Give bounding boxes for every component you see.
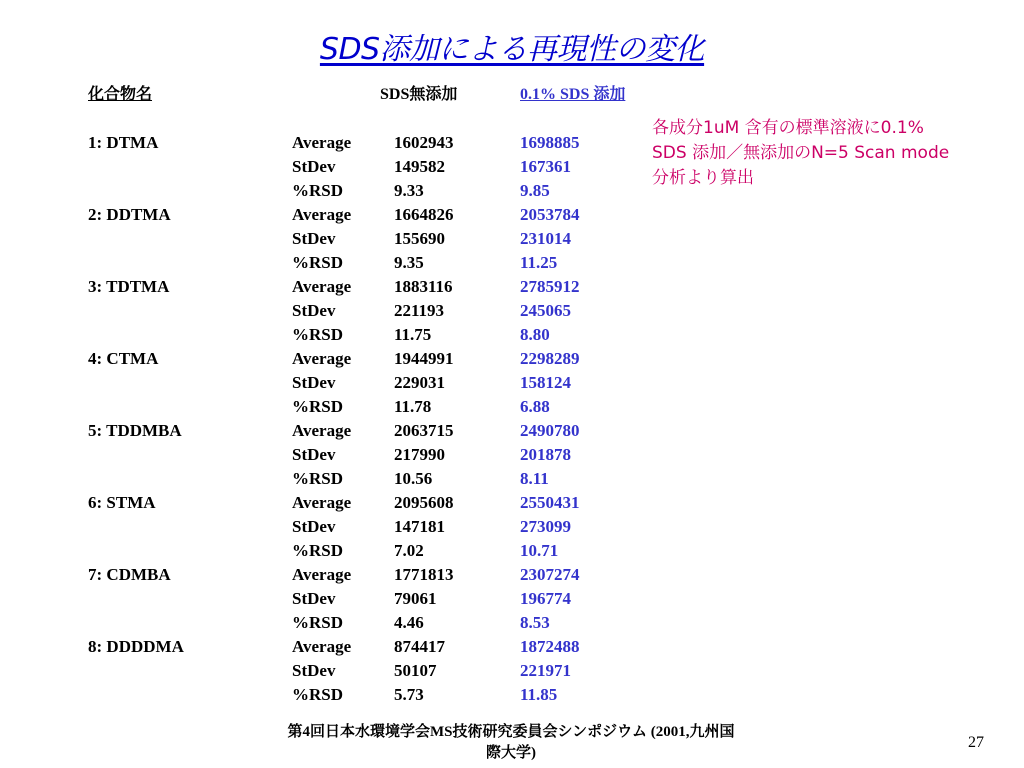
no-sds-value-cell: 79061 — [394, 589, 437, 608]
with-sds-value-cell: 6.88 — [520, 397, 550, 416]
statistic-cell: Average — [292, 349, 352, 368]
statistic-cell: %RSD — [292, 541, 344, 560]
header-no-sds: SDS無添加 — [380, 86, 458, 103]
table-row — [0, 324, 700, 348]
footer-line: 第4回日本水環境学会MS技術研究委員会シンポジウム (2001,九州国 — [287, 724, 735, 740]
table-row — [0, 564, 700, 588]
no-sds-value-cell: 2063715 — [394, 421, 454, 440]
with-sds-value-cell: 2298289 — [520, 349, 580, 368]
table-row — [0, 612, 700, 636]
compound-name-cell: 2: DDTMA — [88, 205, 171, 224]
statistic-cell: %RSD — [292, 325, 344, 344]
statistic-cell: StDev — [292, 589, 336, 608]
table-row — [0, 396, 700, 420]
with-sds-value-cell: 11.25 — [520, 253, 558, 272]
compound-name-cell: 4: CTMA — [88, 349, 159, 368]
statistic-cell: StDev — [292, 301, 336, 320]
no-sds-value-cell: 5.73 — [394, 685, 424, 704]
compound-name-cell: 8: DDDDMA — [88, 637, 184, 656]
no-sds-value-cell: 1883116 — [394, 277, 453, 296]
statistic-cell: %RSD — [292, 469, 344, 488]
header-compound-label: 化合物名 — [88, 86, 153, 103]
no-sds-value-cell: 7.02 — [394, 541, 424, 560]
table-row — [0, 156, 700, 180]
with-sds-value-cell: 9.85 — [520, 181, 550, 200]
with-sds-value-cell: 8.11 — [520, 469, 549, 488]
table-row — [0, 348, 700, 372]
no-sds-value-cell: 50107 — [394, 661, 437, 680]
with-sds-value-cell: 10.71 — [520, 541, 559, 560]
statistic-cell: StDev — [292, 373, 336, 392]
with-sds-value-cell: 221971 — [520, 661, 571, 680]
with-sds-value-cell: 201878 — [520, 445, 571, 464]
statistic-cell: %RSD — [292, 397, 344, 416]
data-table — [0, 132, 700, 708]
table-row — [0, 468, 700, 492]
compound-name-cell: 1: DTMA — [88, 133, 159, 152]
note-line: 各成分1uM 含有の標準溶液に0.1% — [652, 118, 924, 138]
table-row — [0, 636, 700, 660]
header-compound-name — [88, 84, 176, 106]
no-sds-value-cell: 1771813 — [394, 565, 454, 584]
with-sds-value-cell: 245065 — [520, 301, 571, 320]
no-sds-value-cell: 10.56 — [394, 469, 433, 488]
compound-name-cell: 5: TDDMBA — [88, 421, 182, 440]
with-sds-value-cell: 2307274 — [520, 565, 580, 584]
with-sds-value-cell: 231014 — [520, 229, 571, 248]
no-sds-value-cell: 9.35 — [394, 253, 424, 272]
no-sds-value-cell: 1944991 — [394, 349, 454, 368]
with-sds-value-cell: 273099 — [520, 517, 571, 536]
no-sds-value-cell: 11.78 — [394, 397, 432, 416]
statistic-cell: StDev — [292, 517, 336, 536]
table-row — [0, 492, 700, 516]
statistic-cell: Average — [292, 565, 352, 584]
table-row — [0, 372, 700, 396]
no-sds-value-cell: 229031 — [394, 373, 445, 392]
statistic-cell: Average — [292, 637, 352, 656]
statistic-cell: StDev — [292, 157, 336, 176]
table-row — [0, 132, 700, 156]
statistic-cell: StDev — [292, 229, 336, 248]
note-text — [652, 116, 1022, 191]
table-row — [0, 588, 700, 612]
with-sds-value-cell: 2785912 — [520, 277, 580, 296]
no-sds-value-cell: 1602943 — [394, 133, 454, 152]
no-sds-value-cell: 221193 — [394, 301, 445, 320]
compound-name-cell: 3: TDTMA — [88, 277, 170, 296]
table-row — [0, 660, 700, 684]
table-row — [0, 420, 700, 444]
header-with-sds: 0.1% SDS 添加 — [520, 86, 626, 103]
table-row — [0, 180, 700, 204]
no-sds-value-cell: 147181 — [394, 517, 445, 536]
with-sds-value-cell: 196774 — [520, 589, 571, 608]
no-sds-value-cell: 4.46 — [394, 613, 424, 632]
statistic-cell: StDev — [292, 445, 336, 464]
with-sds-value-cell: 2550431 — [520, 493, 580, 512]
no-sds-value-cell: 874417 — [394, 637, 445, 656]
table-row — [0, 276, 700, 300]
table-row — [0, 540, 700, 564]
table-row — [0, 228, 700, 252]
compound-name-cell: 6: STMA — [88, 493, 156, 512]
statistic-cell: %RSD — [292, 181, 344, 200]
no-sds-value-cell: 11.75 — [394, 325, 432, 344]
statistic-cell: Average — [292, 205, 352, 224]
with-sds-value-cell: 11.85 — [520, 685, 558, 704]
statistic-cell: Average — [292, 277, 352, 296]
statistic-cell: Average — [292, 421, 352, 440]
statistic-cell: %RSD — [292, 613, 344, 632]
footer-line: 際大学) — [486, 745, 536, 761]
statistic-cell: StDev — [292, 661, 336, 680]
with-sds-value-cell: 2490780 — [520, 421, 580, 440]
with-sds-value-cell: 1698885 — [520, 133, 580, 152]
with-sds-value-cell: 2053784 — [520, 205, 580, 224]
with-sds-value-cell: 8.80 — [520, 325, 550, 344]
no-sds-value-cell: 9.33 — [394, 181, 424, 200]
statistic-cell: %RSD — [292, 253, 344, 272]
note-line: 分析より算出 — [652, 168, 754, 188]
no-sds-value-cell: 149582 — [394, 157, 445, 176]
with-sds-value-cell: 158124 — [520, 373, 571, 392]
page-number: 27 — [968, 734, 984, 751]
slide-title: SDS添加による再現性の変化 — [319, 32, 705, 67]
no-sds-value-cell: 155690 — [394, 229, 445, 248]
with-sds-value-cell: 1872488 — [520, 637, 580, 656]
note-line: SDS 添加／無添加のN=5 Scan mode — [652, 143, 950, 163]
with-sds-value-cell: 8.53 — [520, 613, 550, 632]
no-sds-value-cell: 2095608 — [394, 493, 454, 512]
table-row — [0, 252, 700, 276]
with-sds-value-cell: 167361 — [520, 157, 571, 176]
statistic-cell: Average — [292, 493, 352, 512]
statistic-cell: %RSD — [292, 685, 344, 704]
compound-name-cell: 7: CDMBA — [88, 565, 171, 584]
table-row — [0, 516, 700, 540]
footer-citation — [248, 722, 774, 764]
table-row — [0, 300, 700, 324]
table-row — [0, 684, 700, 708]
no-sds-value-cell: 1664826 — [394, 205, 454, 224]
no-sds-value-cell: 217990 — [394, 445, 445, 464]
table-row — [0, 204, 700, 228]
table-row — [0, 444, 700, 468]
statistic-cell: Average — [292, 133, 352, 152]
